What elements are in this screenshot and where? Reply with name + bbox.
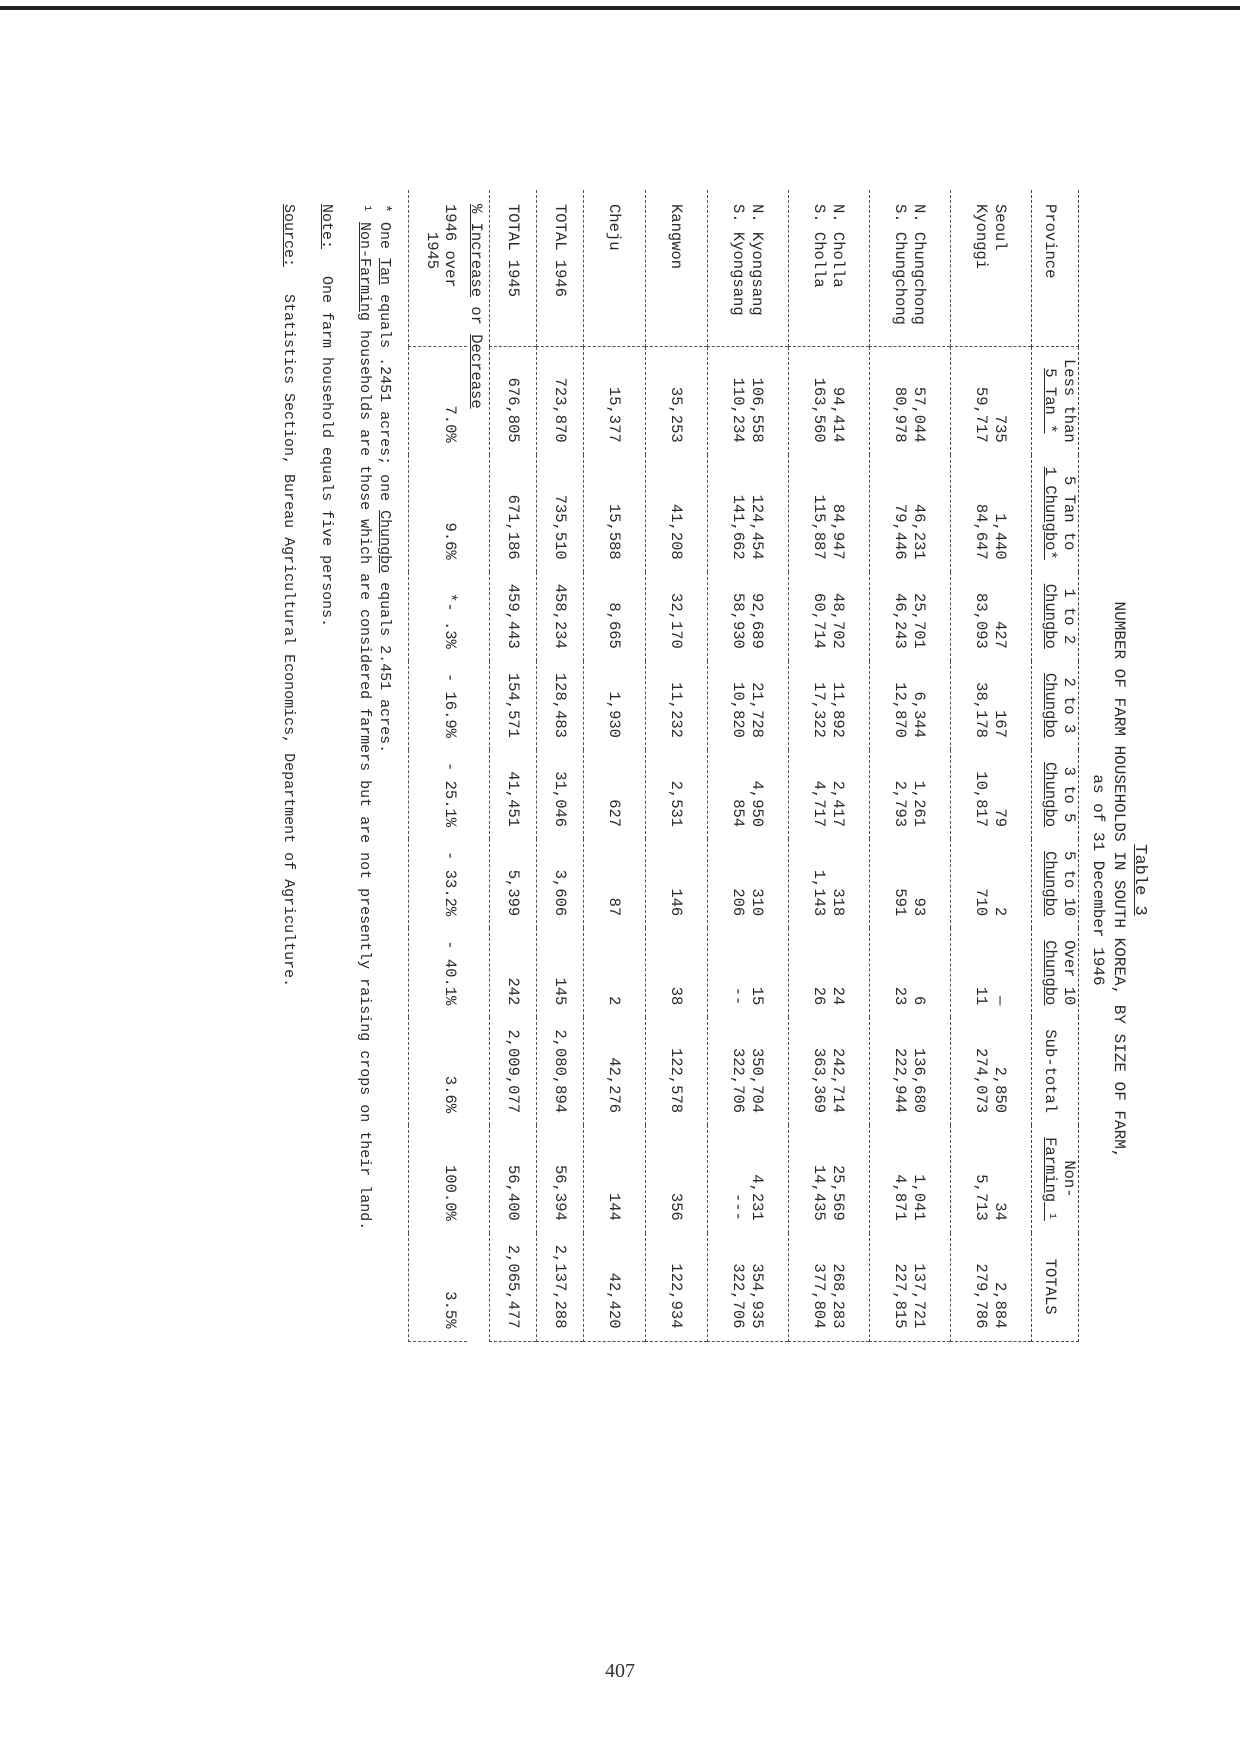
- cell-2-to-3-chungbo: 11,892 17,322: [789, 661, 870, 750]
- cell-1-to-2-chungbo: 92,689 58,930: [708, 572, 789, 661]
- cell-1-to-2-chungbo: 48,702 60,714: [789, 572, 870, 661]
- cell-less-than-5-tan: 94,414 163,560: [789, 347, 870, 455]
- cell-2-to-3-chungbo: - 16.9%: [409, 661, 468, 750]
- cell-2-to-3-chungbo: 167 38,178: [951, 661, 1032, 750]
- total-1946-row: [537, 190, 584, 1341]
- cell-over-10-chungbo: 242: [490, 928, 537, 1017]
- col-non-farming: Non- Farming ¹: [1032, 1125, 1079, 1233]
- cell-1-to-2-chungbo: 458,234: [537, 572, 584, 661]
- cell-3-to-5-chungbo: 2,417 4,717: [789, 750, 870, 839]
- cell-5-to-10-chungbo: 318 1,143: [789, 839, 870, 928]
- cell-non-farming: 144: [584, 1125, 646, 1233]
- cell-sub-total: 2,850 274,073: [951, 1017, 1032, 1125]
- cell-sub-total: 242,714 363,369: [789, 1017, 870, 1125]
- cell-5-to-10-chungbo: 87: [584, 839, 646, 928]
- cell-over-10-chungbo: — 11: [951, 928, 1032, 1017]
- cell-5-to-10-chungbo: - 33.2%: [409, 839, 468, 928]
- table-subtitle: as of 31 December 1946: [1089, 774, 1107, 986]
- cell-5-to-10-chungbo: 93 591: [870, 839, 951, 928]
- cell-totals: 3.5%: [409, 1233, 468, 1341]
- cell-sub-total: 3.6%: [409, 1017, 468, 1125]
- cell-2-to-3-chungbo: 11,232: [646, 661, 708, 750]
- cell-non-farming: 25,569 14,435: [789, 1125, 870, 1233]
- footnotes: [278, 190, 394, 1570]
- table-row: [646, 190, 708, 1341]
- total-1945-row: [490, 190, 537, 1341]
- cell-5-tan-to-1-chungbo: 124,454 141,662: [708, 455, 789, 572]
- province-cell: Seoul Kyonggi: [951, 190, 1032, 347]
- cell-1-to-2-chungbo: *- .3%: [409, 572, 468, 661]
- cell-3-to-5-chungbo: 2,531: [646, 750, 708, 839]
- page-number: 407: [605, 1660, 635, 1682]
- province-cell: N. Cholla S. Cholla: [789, 190, 870, 347]
- table-label: Table 3: [1130, 844, 1149, 916]
- top-rule: [0, 6, 1240, 10]
- cell-5-tan-to-1-chungbo: 735,510: [537, 455, 584, 572]
- cell-over-10-chungbo: 24 26: [789, 928, 870, 1017]
- cell-2-to-3-chungbo: 6,344 12,870: [870, 661, 951, 750]
- cell-5-tan-to-1-chungbo: 41,208: [646, 455, 708, 572]
- cell-3-to-5-chungbo: - 25.1%: [409, 750, 468, 839]
- cell-less-than-5-tan: 106,558 110,234: [708, 347, 789, 455]
- farm-households-table: [408, 190, 1079, 1342]
- change-heading: % Increase or Decrease: [467, 204, 485, 409]
- cell-5-tan-to-1-chungbo: 9.6%: [409, 455, 468, 572]
- cell-non-farming: 4,231 ---: [708, 1125, 789, 1233]
- cell-sub-total: 2,080,894: [537, 1017, 584, 1125]
- cell-totals: 2,065,477: [490, 1233, 537, 1341]
- col-sub-total: Sub-total: [1032, 1017, 1079, 1125]
- cell-1-to-2-chungbo: 8,665: [584, 572, 646, 661]
- cell-3-to-5-chungbo: 1,261 2,793: [870, 750, 951, 839]
- cell-3-to-5-chungbo: 4,950 854: [708, 750, 789, 839]
- province-cell: N. Kyongsang S. Kyongsang: [708, 190, 789, 347]
- note: Note: One farm household equals five persons.: [318, 204, 335, 628]
- cell-sub-total: 136,680 222,944: [870, 1017, 951, 1125]
- cell-5-tan-to-1-chungbo: 46,231 79,446: [870, 455, 951, 572]
- province-cell: Cheju: [584, 190, 646, 347]
- cell-5-tan-to-1-chungbo: 671,186: [490, 455, 537, 572]
- cell-non-farming: 34 5,713: [951, 1125, 1032, 1233]
- table-row: [951, 190, 1032, 1341]
- change-label: 1946 over 1945: [409, 190, 468, 347]
- cell-sub-total: 42,276: [584, 1017, 646, 1125]
- total-label: TOTAL 1945: [490, 190, 537, 347]
- cell-1-to-2-chungbo: 427 83,093: [951, 572, 1032, 661]
- cell-totals: 2,884 279,786: [951, 1233, 1032, 1341]
- cell-non-farming: 100.0%: [409, 1125, 468, 1233]
- cell-1-to-2-chungbo: 32,170: [646, 572, 708, 661]
- cell-5-tan-to-1-chungbo: 15,588: [584, 455, 646, 572]
- col-province: Province: [1032, 190, 1079, 347]
- table-row: [870, 190, 951, 1341]
- cell-3-to-5-chungbo: 31,046: [537, 750, 584, 839]
- cell-non-farming: 56,400: [490, 1125, 537, 1233]
- cell-totals: 2,137,288: [537, 1233, 584, 1341]
- cell-5-to-10-chungbo: 5,399: [490, 839, 537, 928]
- cell-less-than-5-tan: 7.0%: [409, 347, 468, 455]
- cell-5-to-10-chungbo: 3,606: [537, 839, 584, 928]
- cell-sub-total: 350,704 322,706: [708, 1017, 789, 1125]
- province-cell: Kangwon: [646, 190, 708, 347]
- cell-non-farming: 56,394: [537, 1125, 584, 1233]
- cell-over-10-chungbo: 15 --: [708, 928, 789, 1017]
- cell-totals: 42,420: [584, 1233, 646, 1341]
- cell-2-to-3-chungbo: 1,930: [584, 661, 646, 750]
- cell-5-to-10-chungbo: 146: [646, 839, 708, 928]
- footnote-non-farming: ¹ Non-Farming households are those which are considered farmers but are not presently raising crops on their land.: [356, 204, 373, 1231]
- header-row: [1032, 190, 1079, 1341]
- col-5-tan-to-1-chungbo: 5 Tan to 1 Chungbo*: [1032, 455, 1079, 572]
- cell-sub-total: 122,578: [646, 1017, 708, 1125]
- cell-3-to-5-chungbo: 41,451: [490, 750, 537, 839]
- cell-2-to-3-chungbo: 21,728 10,820: [708, 661, 789, 750]
- source: Source: Statistics Section, Bureau Agricultural Economics, Department of Agriculture.: [280, 204, 297, 988]
- table-row: [708, 190, 789, 1341]
- table-row: [789, 190, 870, 1341]
- cell-totals: 137,721 227,815: [870, 1233, 951, 1341]
- col-over-10-chungbo: Over 10 Chungbo: [1032, 928, 1079, 1017]
- province-cell: N. Chungchong S. Chungchong: [870, 190, 951, 347]
- cell-over-10-chungbo: 6 23: [870, 928, 951, 1017]
- cell-less-than-5-tan: 735 59,717: [951, 347, 1032, 455]
- cell-less-than-5-tan: 57,044 80,978: [870, 347, 951, 455]
- cell-over-10-chungbo: 145: [537, 928, 584, 1017]
- table-title: NUMBER OF FARM HOUSEHOLDS IN SOUTH KOREA, BY SIZE OF FARM,: [1110, 601, 1128, 1159]
- cell-2-to-3-chungbo: 154,571: [490, 661, 537, 750]
- footnote-tan: * One Tan equals .2451 acres; one Chungbo equals 2.451 acres.: [376, 204, 393, 754]
- cell-non-farming: 356: [646, 1125, 708, 1233]
- cell-totals: 122,934: [646, 1233, 708, 1341]
- cell-3-to-5-chungbo: 79 10,817: [951, 750, 1032, 839]
- cell-over-10-chungbo: 38: [646, 928, 708, 1017]
- col-totals: TOTALS: [1032, 1233, 1079, 1341]
- col-less-than-5-tan: Less than 5 Tan *: [1032, 347, 1079, 455]
- col-5-to-10-chungbo: 5 to 10 Chungbo: [1032, 839, 1079, 928]
- cell-less-than-5-tan: 35,253: [646, 347, 708, 455]
- cell-totals: 354,935 322,706: [708, 1233, 789, 1341]
- cell-non-farming: 1,041 4,871: [870, 1125, 951, 1233]
- col-2-to-3-chungbo: 2 to 3 Chungbo: [1032, 661, 1079, 750]
- table-caption: [1087, 190, 1150, 1570]
- col-1-to-2-chungbo: 1 to 2 Chungbo: [1032, 572, 1079, 661]
- cell-over-10-chungbo: 2: [584, 928, 646, 1017]
- total-label: TOTAL 1946: [537, 190, 584, 347]
- cell-less-than-5-tan: 15,377: [584, 347, 646, 455]
- cell-less-than-5-tan: 676,805: [490, 347, 537, 455]
- cell-5-to-10-chungbo: 2 710: [951, 839, 1032, 928]
- cell-totals: 268,283 377,804: [789, 1233, 870, 1341]
- cell-5-tan-to-1-chungbo: 84,947 115,887: [789, 455, 870, 572]
- cell-1-to-2-chungbo: 25,701 46,243: [870, 572, 951, 661]
- col-3-to-5-chungbo: 3 to 5 Chungbo: [1032, 750, 1079, 839]
- cell-less-than-5-tan: 723,870: [537, 347, 584, 455]
- cell-3-to-5-chungbo: 627: [584, 750, 646, 839]
- change-row: [409, 190, 468, 1341]
- cell-2-to-3-chungbo: 128,483: [537, 661, 584, 750]
- change-heading-row: [467, 190, 490, 1341]
- rotated-table-page: [270, 190, 1150, 1570]
- cell-5-to-10-chungbo: 310 206: [708, 839, 789, 928]
- cell-1-to-2-chungbo: 459,443: [490, 572, 537, 661]
- table-row: [584, 190, 646, 1341]
- cell-sub-total: 2,009,077: [490, 1017, 537, 1125]
- cell-over-10-chungbo: - 40.1%: [409, 928, 468, 1017]
- cell-5-tan-to-1-chungbo: 1,440 84,647: [951, 455, 1032, 572]
